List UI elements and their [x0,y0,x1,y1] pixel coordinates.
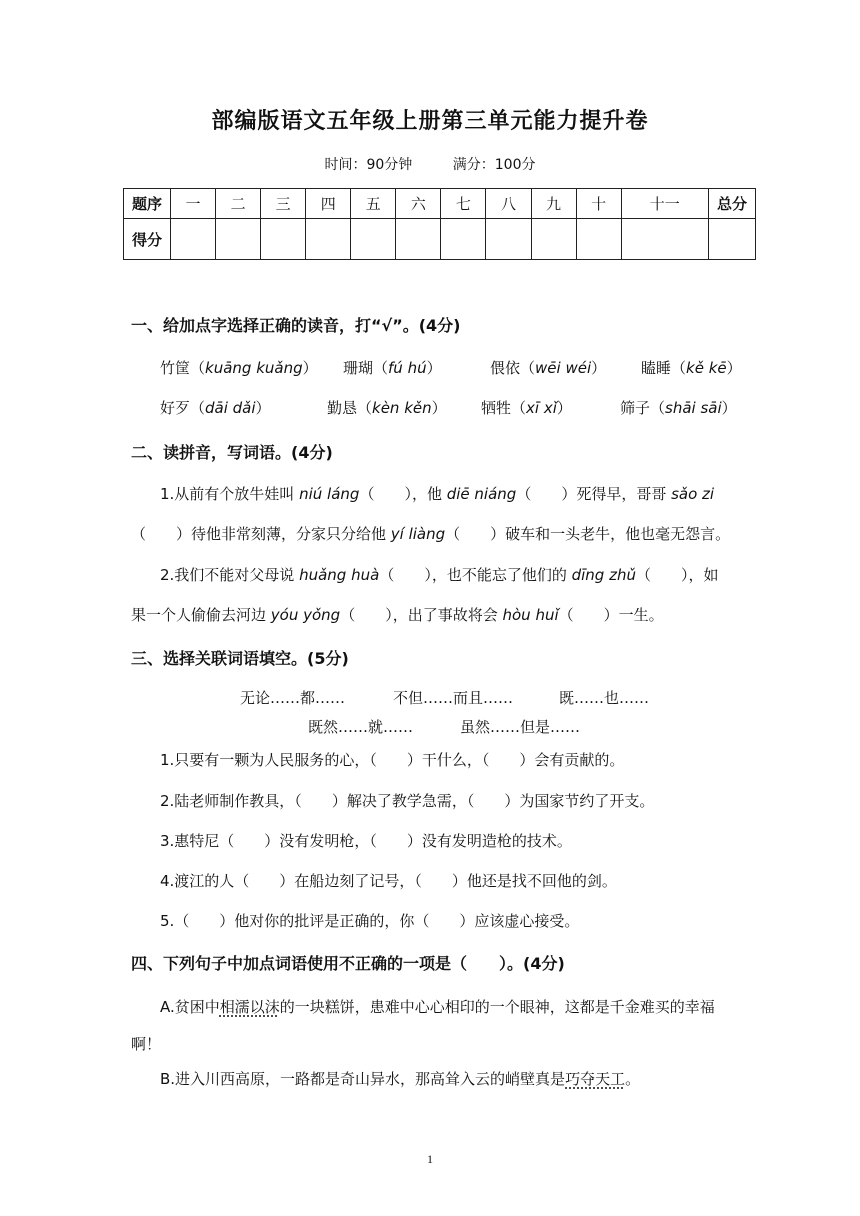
s3-option: 无论……都…… [240,689,346,707]
section-3-heading: 三、选择关联词语填空。(5分) [131,649,349,668]
s1-pinyin: dāi dǎi [205,399,256,417]
s2-pinyin: yí liàng [390,525,446,543]
s3-option: 虽然……但是…… [460,718,581,736]
header-cell: 五 [351,189,396,219]
s3-question: 1.只要有一颗为人民服务的心，（ ）干什么，（ ）会有贡献的。 [160,751,625,769]
s4-text: B.进入川西高原，一路都是奇山异水，那高耸入云的峭壁真是 [160,1070,566,1088]
header-cell: 一 [171,189,216,219]
header-cell: 二 [216,189,261,219]
header-cell: 十 [576,189,621,219]
header-cell: 总分 [709,189,756,219]
score-cell[interactable] [396,219,441,260]
score-cell[interactable] [171,219,216,260]
s4-option-a [160,996,715,1017]
s2-text: （ ）死得早，哥哥 [516,485,672,503]
score-cell[interactable] [709,219,756,260]
s1-word: 珊瑚（ [343,359,389,377]
s1-item [641,357,742,378]
s2-text: 2.我们不能对父母说 [160,566,300,584]
full-score: 满分：100分 [452,157,536,173]
s3-option: 既……也…… [559,689,650,707]
score-cell[interactable] [306,219,351,260]
s1-word: 筛子（ [620,399,666,417]
s1-close: ） [255,399,271,417]
s4-option-a-cont: 啊！ [131,1035,162,1053]
header-cell: 六 [396,189,441,219]
s4-dotted-word: 巧夺天工 [565,1070,626,1088]
s2-text: （ ），如 [635,566,719,584]
s3-question: 3.惠特尼（ ）没有发明枪，（ ）没有发明造枪的技术。 [160,832,572,850]
s3-question: 2.陆老师制作教具，（ ）解决了教学急需，（ ）为国家节约了开支。 [160,792,655,810]
s1-item [481,397,572,418]
s2-text: （ ）破车和一头老牛，他也毫无怨言。 [445,525,731,543]
s1-close: ） [556,399,572,417]
score-table [123,188,756,260]
s3-option: 不但……而且…… [393,689,514,707]
s3-question: 4.渡江的人（ ）在船边刻了记号，（ ）他还是找不回他的剑。 [160,872,617,890]
s1-pinyin: xī xǐ [526,399,557,417]
s2-pinyin: huǎng huà [299,566,380,584]
s1-word: 牺牲（ [481,399,527,417]
s1-pinyin: wēi wéi [535,359,592,377]
page-number: 1 [427,1152,433,1166]
s1-word: 竹筐（ [160,359,206,377]
s2-text: （ ）一生。 [558,606,664,624]
s3-option: 既然……就…… [308,718,414,736]
s2-text: 果一个人偷偷去河边 [131,606,271,624]
s1-item [160,357,318,378]
s4-text: A.贫困中 [160,998,220,1016]
s1-close: ） [426,359,442,377]
score-cell[interactable] [351,219,396,260]
header-cell: 四 [306,189,351,219]
s1-item [343,357,442,378]
score-cell[interactable] [576,219,621,260]
s1-item [160,397,271,418]
s2-text: （ ），他 [359,485,447,503]
score-cell[interactable] [486,219,531,260]
time-limit: 时间：90分钟 [324,157,413,173]
section-4-heading: 四、下列句子中加点词语使用不正确的一项是（ ）。(4分) [131,954,565,973]
s2-text: 1.从前有个放牛娃叫 [160,485,300,503]
s4-text: 的一块糕饼，患难中心心相印的一个眼神，这都是千金难买的幸福 [279,998,715,1016]
header-cell: 题序 [124,189,171,219]
s1-pinyin: shāi sāi [665,399,722,417]
score-cell[interactable] [441,219,486,260]
score-table-header-row [124,189,756,219]
s1-pinyin: kě kē [686,359,727,377]
score-cell[interactable] [531,219,576,260]
s2-pinyin: dīng zhǔ [571,566,636,584]
s4-dotted-word: 相濡以沫 [219,998,280,1016]
s1-close: ） [726,359,742,377]
s1-pinyin: fú hú [388,359,427,377]
score-row-label: 得分 [124,219,171,260]
s2-pinyin: hòu huǐ [502,606,559,624]
s2-line [160,483,714,504]
page-title: 部编版语文五年级上册第三单元能力提升卷 [211,109,649,134]
s2-line [160,564,718,585]
header-cell: 九 [531,189,576,219]
s1-close: ） [431,399,447,417]
header-cell: 八 [486,189,531,219]
score-cell[interactable] [621,219,708,260]
s1-item [327,397,447,418]
s1-word: 瞌睡（ [641,359,687,377]
s1-word: 偎依（ [490,359,536,377]
s1-word: 好歹（ [160,399,206,417]
s1-item [620,397,737,418]
s1-close: ） [721,399,737,417]
s1-close: ） [302,359,318,377]
s2-pinyin: sǎo zi [671,485,715,503]
s3-question: 5.（ ）他对你的批评是正确的，你（ ）应该虚心接受。 [160,912,580,930]
s2-line [131,604,664,625]
s2-line [131,523,730,544]
s1-pinyin: kuāng kuǎng [205,359,303,377]
s4-option-b [160,1068,640,1089]
s1-word: 勤恳（ [327,399,373,417]
s1-item [490,357,606,378]
s1-pinyin: kèn kěn [372,399,432,417]
s2-pinyin: yóu yǒng [270,606,341,624]
section-1-heading: 一、给加点字选择正确的读音，打“√”。(4分) [131,316,461,335]
score-cell[interactable] [261,219,306,260]
header-cell: 三 [261,189,306,219]
s4-text: 。 [625,1070,641,1088]
s2-pinyin: niú láng [299,485,360,503]
score-table-score-row [124,219,756,260]
exam-info [0,154,860,174]
header-cell: 十一 [621,189,708,219]
section-2-heading: 二、读拼音，写词语。(4分) [131,443,333,462]
s2-text: （ ），出了事故将会 [340,606,503,624]
s1-close: ） [591,359,607,377]
header-cell: 七 [441,189,486,219]
s2-pinyin: diē niáng [446,485,517,503]
s2-text: （ ），也不能忘了他们的 [379,566,572,584]
s2-text: （ ）待他非常刻薄，分家只分给他 [131,525,391,543]
score-cell[interactable] [216,219,261,260]
